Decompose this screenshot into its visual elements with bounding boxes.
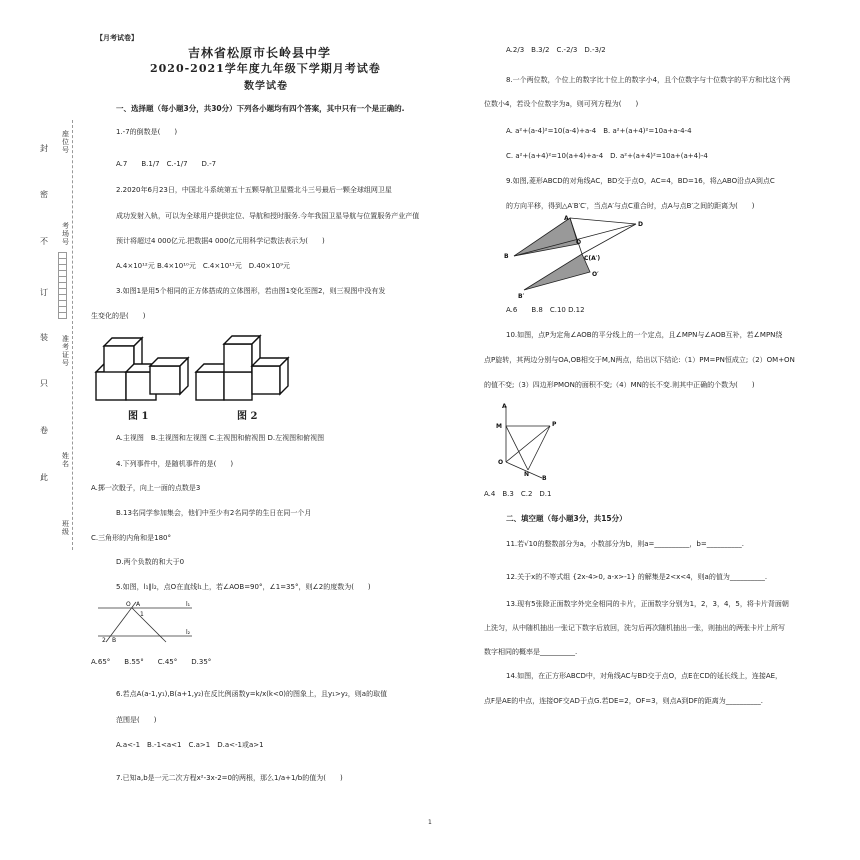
question-7: 7.已知a,b是一元二次方程x²-3x-2=0的两根，那么1/a+1/b的值为( ): [116, 774, 343, 782]
header-tag: 【月考试卷】: [96, 34, 138, 42]
question-3: 3.如图1是用5个相同的正方体搭成的立体图形，若由图1变化至图2，则三视图中没有发: [116, 287, 386, 295]
question-9: 9.如图,菱形ABCD的对角线AC，BD交于点O，AC=4，BD=16，将△ABO沿点A到点C: [506, 177, 775, 185]
question-13: 13.现有5张除正面数字外完全相同的卡片，正面数字分别为1，2，3，4，5，将卡片背面朝: [506, 600, 789, 608]
question-14-line-2: 点F是AE的中点，连接OF交AD于点G.若DE=2，OF=3，则点A到DF的距离为__________.: [484, 697, 764, 705]
question-10-figure: [492, 402, 562, 482]
question-4-option-a: A.掷一次骰子，向上一面的点数是3: [91, 484, 201, 492]
question-4-option-b: B.13名同学参加集会，他们中至少有2名同学的生日在同一个月: [116, 509, 312, 517]
question-13-line-2: 上洗匀，从中随机抽出一张记下数字后放回，洗匀后再次随机抽出一张，则抽出的两张卡片上所写: [484, 624, 785, 632]
question-10: 10.如图，点P为定角∠AOB的平分线上的一个定点，且∠MPN与∠AOB互补，若∠MPN绕: [506, 331, 783, 339]
question-10-options: A.4 B.3 C.2 D.1: [484, 490, 552, 498]
question-4-option-c: C.三角形的内角和是180°: [91, 534, 171, 542]
subject-title: 数学试卷: [244, 81, 288, 92]
question-8: 8.一个两位数，个位上的数字比十位上的数字小4，且个位数字与十位数字的平方和比这个两: [506, 76, 791, 84]
question-14: 14.如图，在正方形ABCD中，对角线AC与BD交于点O，点E在CD的延长线上，连接AE，: [506, 672, 783, 680]
question-4: 4.下列事件中，是随机事件的是( ): [116, 460, 234, 468]
label-M: M: [496, 423, 502, 430]
name-field: 姓名: [62, 452, 69, 468]
question-5: 5.如图，l₁∥l₂，点O在直线l₁上，若∠AOB=90°，∠1=35°，则∠2的度数为( ): [116, 583, 371, 591]
question-6: 6.若点A(a-1,y₁),B(a+1,y₂)在反比例函数y=k/x(k<0)的图象上，且y₁>y₂，则a的取值: [116, 690, 388, 698]
section-1-heading: 一、选择题（每小题3分，共30分）下列各小题均有四个答案，其中只有一个是正确的.: [116, 104, 405, 113]
label-B: B: [504, 253, 509, 260]
question-8-options-ab: A. a²+(a-4)²=10(a-4)+a-4 B. a²+(a+4)²=10a+a-4-4: [506, 127, 692, 135]
seal-char: 卷: [40, 426, 48, 435]
label-l2: l₂: [186, 629, 191, 636]
question-5-options: A.65° B.55° C.45° D.35°: [91, 658, 212, 666]
label-D: D: [638, 221, 643, 228]
label-O: O: [576, 239, 582, 246]
label-2: 2: [102, 637, 106, 644]
question-11: 11.若√10的整数部分为a，小数部分为b，则a=__________，b=__________.: [506, 540, 744, 548]
class-field: 班级: [62, 520, 69, 536]
question-1-options: A.7 B.1/7 C.-1/7 D.-7: [116, 160, 217, 168]
question-3-line-2: 生变化的是( ): [91, 312, 146, 320]
question-5-figure: [96, 598, 196, 646]
seal-char: 不: [40, 237, 48, 246]
label-C-A-prime: C(A′): [584, 255, 601, 262]
label-l1: l₁: [186, 601, 191, 608]
label-O-prime: O′: [592, 271, 599, 278]
question-1: 1.-7的倒数是( ): [116, 128, 178, 136]
question-7-options: A.2/3 B.3/2 C.-2/3 D.-3/2: [506, 46, 606, 54]
label-O: O: [126, 601, 131, 608]
school-title: 吉林省松原市长岭县中学: [188, 46, 332, 60]
label-B: B: [542, 475, 547, 482]
seal-char: 密: [40, 190, 48, 199]
label-N: N: [524, 471, 530, 478]
exam-title: 2020-2021学年度九年级下学期月考试卷: [150, 62, 381, 75]
question-8-line-2: 位数小4，若设个位数字为a，则可列方程为( ): [484, 100, 639, 108]
question-8-options-cd: C. a²+(a+4)²=10(a+4)+a-4 D. a²+(a+4)²=10a+(a+4)-4: [506, 152, 708, 160]
seal-char: 装: [40, 333, 48, 342]
question-6-line-2: 范围是( ): [116, 716, 157, 724]
label-A: A: [136, 601, 141, 608]
question-9-options: A.6 B.8 C.10 D.12: [506, 306, 585, 314]
seal-line: [72, 120, 73, 550]
label-O: O: [498, 459, 504, 466]
question-2-line-3: 预计将超过4 000亿元.把数据4 000亿元用科学记数法表示为( ): [116, 237, 325, 245]
seal-char: 封: [40, 144, 48, 153]
seat-number-field: 座位号: [62, 130, 69, 154]
question-3-options: A.主视图 B.主视图和左视图 C.主视图和俯视图 D.左视图和俯视图: [116, 434, 325, 442]
label-1: 1: [140, 611, 144, 618]
cube-figures: [88, 326, 308, 426]
section-2-heading: 二、填空题（每小题3分，共15分）: [506, 514, 627, 523]
question-13-line-3: 数字相同的概率是__________.: [484, 648, 578, 656]
label-B-prime: B′: [518, 293, 525, 300]
seal-char: 订: [40, 288, 48, 297]
figure-1-label: 图 1: [128, 411, 149, 422]
page-number: 1: [428, 819, 432, 826]
question-9-figure: [500, 214, 660, 300]
exam-room-field: 考场号: [62, 222, 69, 246]
exam-id-field: 准考证号: [62, 335, 69, 367]
id-number-boxes[interactable]: [58, 252, 67, 319]
question-2-options: A.4×10¹²元 B.4×10¹⁰元 C.4×10¹¹元 D.40×10⁹元: [116, 262, 290, 270]
question-10-line-2: 点P旋转，其两边分别与OA,OB相交于M,N两点，给出以下结论:（1）PM=PN恒成立;（2）OM+ON: [484, 356, 795, 364]
label-B: B: [112, 637, 117, 644]
figure-2-label: 图 2: [237, 411, 258, 422]
question-2: 2.2020年6月23日，中国北斗系统第五十五颗导航卫星暨北斗三号最后一颗全球组网卫星: [116, 186, 392, 194]
question-12: 12.关于x的不等式组 {2x-4>0, a-x>-1} 的解集是2<x<4，则a的值为__________.: [506, 573, 768, 581]
seal-char: 此: [40, 473, 48, 482]
label-A: A: [502, 403, 507, 410]
question-2-line-2: 成功发射入轨，可以为全球用户提供定位、导航和授时服务.今年我国卫星导航与位置服务产业产值: [116, 212, 420, 220]
question-4-option-d: D.两个负数的和大于0: [116, 558, 185, 566]
question-10-line-3: 的值不变;（3）四边形PMON的面积不变;（4）MN的长不变.则其中正确的个数为( ): [484, 381, 755, 389]
label-P: P: [552, 421, 557, 428]
question-6-options: A.a<-1 B.-1<a<1 C.a>1 D.a<-1或a>1: [116, 741, 264, 749]
seal-char: 只: [40, 379, 48, 388]
question-9-line-2: 的方向平移，得到△A′B′C′，当点A′与点C重合时，点A与点B′之间的距离为( ): [506, 202, 755, 210]
binding-margin: [0, 0, 90, 560]
label-A: A: [564, 215, 569, 222]
